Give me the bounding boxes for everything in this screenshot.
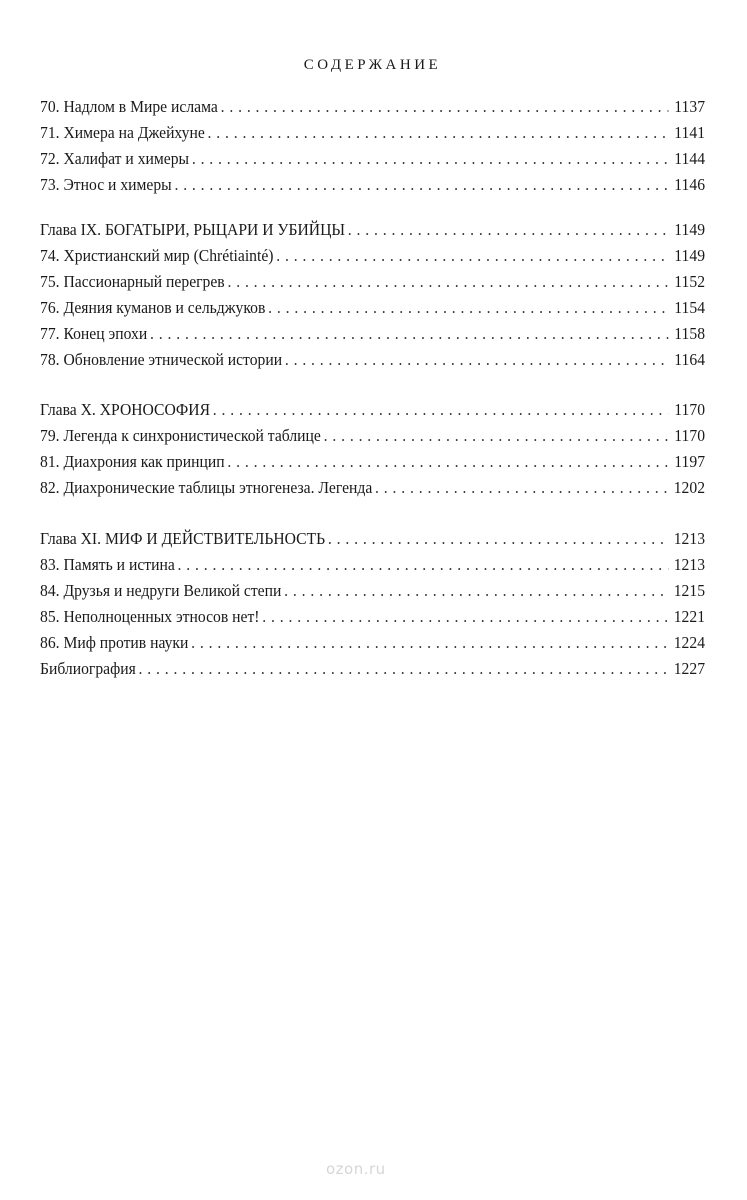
toc-chapter-entry [40, 526, 705, 552]
dot-leader [213, 397, 669, 423]
entry-label: 72. Халифат и химеры [40, 149, 190, 168]
toc-group [40, 94, 705, 198]
dot-leader [178, 552, 669, 578]
toc-entry [40, 120, 705, 146]
dot-leader [328, 526, 668, 552]
dot-leader [174, 172, 668, 198]
toc-entry [40, 321, 705, 347]
toc-entry [40, 172, 705, 198]
dot-leader [285, 347, 669, 373]
entry-page: 1149 [674, 246, 706, 265]
entry-page: 1221 [673, 607, 706, 626]
entry-label: 76. Деяния куманов и сельджуков [40, 298, 266, 317]
entry-label: 77. Конец эпохи [40, 324, 148, 343]
dot-leader [284, 578, 668, 604]
entry-page: 1213 [673, 529, 706, 548]
dot-leader [227, 269, 668, 295]
entry-label: 74. Христианский мир (Chrétiainté) [40, 246, 274, 265]
entry-label: 82. Диахронические таблицы этногенеза. Легенда [40, 478, 373, 497]
dot-leader [268, 295, 669, 321]
dot-leader [324, 423, 669, 449]
entry-label: 83. Память и истина [40, 555, 175, 574]
toc-chapter-entry [40, 217, 705, 243]
entry-page: 1149 [674, 220, 706, 239]
toc-entry [40, 578, 705, 604]
entry-label: 79. Легенда к синхронистической таблице [40, 426, 321, 445]
entry-page: 1152 [674, 272, 706, 291]
toc-entry [40, 94, 705, 120]
entry-page: 1154 [674, 298, 706, 317]
entry-label: Глава XI. МИФ И ДЕЙСТВИТЕЛЬНОСТЬ [40, 529, 326, 548]
entry-page: 1158 [674, 324, 706, 343]
entry-page: 1137 [674, 97, 706, 116]
dot-leader [375, 475, 668, 501]
entry-label: 71. Химера на Джейхуне [40, 123, 205, 142]
entry-label: Глава IX. БОГАТЫРИ, РЫЦАРИ И УБИЙЦЫ [40, 220, 346, 239]
entry-label: 85. Неполноценных этносов нет! [40, 607, 260, 626]
entry-page: 1170 [674, 400, 706, 419]
entry-page: 1227 [673, 659, 706, 678]
toc-entry [40, 269, 705, 295]
entry-page: 1213 [673, 555, 706, 574]
dot-leader [208, 120, 669, 146]
entry-label: 73. Этнос и химеры [40, 175, 172, 194]
toc-entry [40, 295, 705, 321]
toc-entry [40, 449, 705, 475]
entry-page: 1141 [674, 123, 706, 142]
entry-label: Глава X. ХРОНОСОФИЯ [40, 400, 211, 419]
dot-leader [139, 656, 669, 682]
entry-page: 1144 [674, 149, 706, 168]
entry-page: 1197 [674, 452, 706, 471]
entry-label: 81. Диахрония как принцип [40, 452, 225, 471]
watermark: ozon.ru [326, 1160, 386, 1178]
dot-leader [191, 630, 668, 656]
dot-leader [227, 449, 668, 475]
entry-page: 1215 [673, 581, 706, 600]
toc-group [40, 217, 705, 373]
toc-group [40, 397, 705, 501]
dot-leader [262, 604, 668, 630]
toc-entry [40, 552, 705, 578]
entry-page: 1224 [673, 633, 706, 652]
entry-page: 1164 [674, 350, 706, 369]
entry-page: 1202 [673, 478, 706, 497]
dot-leader [221, 94, 669, 120]
toc-entry [40, 475, 705, 501]
dot-leader [276, 243, 669, 269]
dot-leader [348, 217, 669, 243]
toc-entry [40, 243, 705, 269]
entry-label: 78. Обновление этнической истории [40, 350, 283, 369]
entry-label: 75. Пассионарный перегрев [40, 272, 225, 291]
entry-label: Библиография [40, 659, 136, 678]
toc-entry [40, 656, 705, 682]
dot-leader [150, 321, 669, 347]
entry-label: 86. Миф против науки [40, 633, 189, 652]
toc-entry [40, 347, 705, 373]
toc-group [40, 526, 705, 682]
dot-leader [192, 146, 669, 172]
entry-page: 1146 [674, 175, 706, 194]
entry-page: 1170 [674, 426, 706, 445]
toc-chapter-entry [40, 397, 705, 423]
toc-entry [40, 146, 705, 172]
toc-entry [40, 423, 705, 449]
toc-entry [40, 604, 705, 630]
toc-entry [40, 630, 705, 656]
entry-label: 70. Надлом в Мире ислама [40, 97, 218, 116]
page-title: СОДЕРЖАНИЕ [303, 57, 442, 73]
entry-label: 84. Друзья и недруги Великой степи [40, 581, 282, 600]
